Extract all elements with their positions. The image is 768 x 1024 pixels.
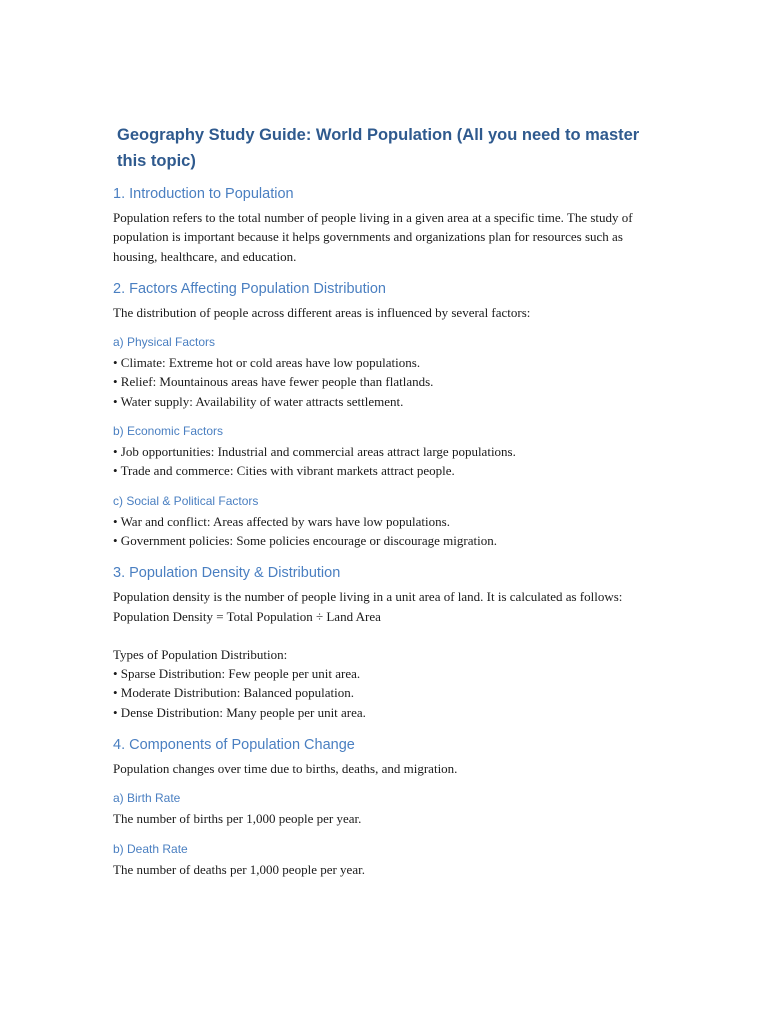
section-introduction xyxy=(113,184,658,266)
subsection-heading: b) Death Rate xyxy=(113,841,188,856)
blank-line xyxy=(113,626,658,645)
paragraph: Population changes over time due to births, deaths, and migration. xyxy=(113,761,458,777)
paragraph: The number of deaths per 1,000 people per year. xyxy=(113,861,365,877)
document-content xyxy=(113,122,658,892)
section-density xyxy=(113,563,658,722)
subsection-economic-factors xyxy=(113,423,658,481)
bullet-line: • Trade and commerce: Cities with vibrant markets attract people. xyxy=(113,463,455,479)
section-heading: 3. Population Density & Distribution xyxy=(113,565,341,582)
paragraph: Population refers to the total number of people living in a given area at a specific time. The study of population is important because it helps governments and organizations plan for resources such as housing, healthcare, and education. xyxy=(113,210,633,264)
section-factors xyxy=(113,279,658,550)
bullet-line: • Sparse Distribution: Few people per unit area. xyxy=(113,666,361,682)
formula-line: Population Density = Total Population ÷ Land Area xyxy=(113,608,381,624)
subsection-physical-factors xyxy=(113,334,658,411)
bullet-line: • Dense Distribution: Many people per unit area. xyxy=(113,704,366,720)
bullet-line: • Government policies: Some policies encourage or discourage migration. xyxy=(113,532,497,548)
subsection-social-political-factors xyxy=(113,493,658,551)
section-heading: 4. Components of Population Change xyxy=(113,737,355,754)
paragraph: Population density is the number of people living in a unit area of land. It is calculated as follows: xyxy=(113,589,623,605)
bullet-line: • Climate: Extreme hot or cold areas have low populations. xyxy=(113,355,421,371)
paragraph: Types of Population Distribution: xyxy=(113,646,288,662)
document-title: Geography Study Guide: World Population (All you need to master this topic) xyxy=(117,126,640,170)
subsection-birth-rate xyxy=(113,790,658,828)
bullet-line: • Moderate Distribution: Balanced population. xyxy=(113,685,355,701)
bullet-line: • Water supply: Availability of water attracts settlement. xyxy=(113,393,404,409)
subsection-heading: c) Social & Political Factors xyxy=(113,493,259,508)
section-heading: 2. Factors Affecting Population Distribution xyxy=(113,280,386,297)
bullet-line: • War and conflict: Areas affected by wars have low populations. xyxy=(113,513,450,529)
bullet-line: • Job opportunities: Industrial and commercial areas attract large populations. xyxy=(113,444,516,460)
section-population-change xyxy=(113,735,658,879)
paragraph: The distribution of people across different areas is influenced by several factors: xyxy=(113,304,531,320)
paragraph: The number of births per 1,000 people per year. xyxy=(113,811,362,827)
subsection-death-rate xyxy=(113,841,658,879)
section-heading: 1. Introduction to Population xyxy=(113,186,294,202)
bullet-line: • Relief: Mountainous areas have fewer people than flatlands. xyxy=(113,374,434,390)
subsection-heading: b) Economic Factors xyxy=(113,424,224,439)
subsection-heading: a) Birth Rate xyxy=(113,791,181,806)
subsection-heading: a) Physical Factors xyxy=(113,335,216,350)
